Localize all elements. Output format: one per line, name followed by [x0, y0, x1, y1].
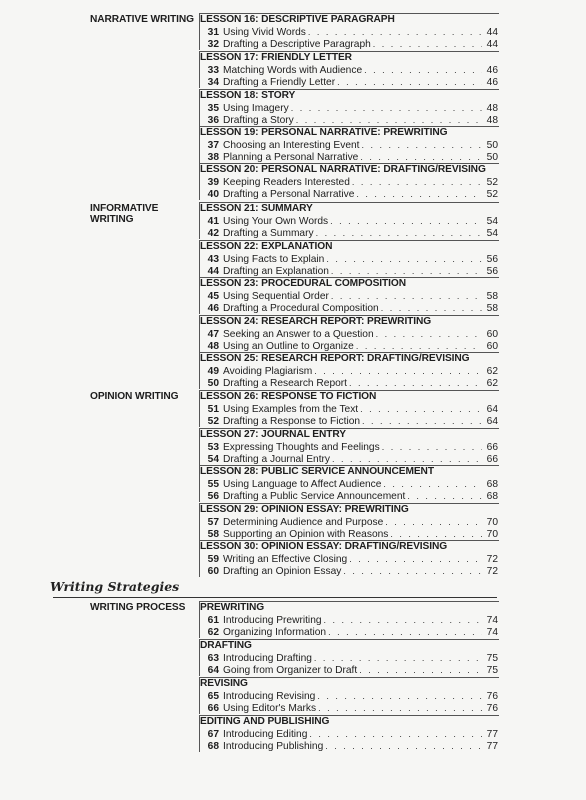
dot-leader	[356, 340, 482, 352]
entry-title: Going from Organizer to Draft	[223, 665, 358, 676]
entry-title: Drafting a Procedural Composition	[223, 303, 379, 314]
entry-page-number: 77	[486, 729, 498, 740]
entry-number: 32	[207, 39, 219, 50]
toc-entry[interactable]	[200, 215, 498, 227]
lesson-heading: LESSON 26: RESPONSE TO FICTION	[200, 391, 377, 402]
lesson-heading: DRAFTING	[200, 640, 252, 651]
entry-page-number: 75	[486, 653, 498, 664]
dot-leader	[407, 490, 482, 502]
toc-entry[interactable]	[200, 553, 498, 565]
toc-entry[interactable]	[200, 528, 498, 540]
dot-leader	[314, 652, 482, 664]
dot-leader	[331, 265, 482, 277]
entry-page-number: 46	[486, 65, 498, 76]
category-informative-writing: INFORMATIVE WRITING	[90, 203, 159, 225]
lesson-heading: LESSON 17: FRIENDLY LETTER	[200, 52, 352, 63]
lesson-heading: LESSON 20: PERSONAL NARRATIVE: DRAFTING/REVISING	[200, 164, 486, 175]
entry-title: Drafting a Summary	[223, 228, 314, 239]
entry-number: 49	[207, 366, 219, 377]
entry-number: 68	[207, 741, 219, 752]
toc-entry[interactable]	[200, 652, 498, 664]
entry-title: Using Facts to Explain	[223, 254, 325, 265]
dot-leader	[383, 478, 482, 490]
entry-number: 65	[207, 691, 219, 702]
lesson-top-rule	[199, 601, 499, 602]
lesson-top-rule	[199, 277, 499, 278]
toc-entry[interactable]	[200, 690, 498, 702]
entry-number: 40	[207, 189, 219, 200]
toc-entry[interactable]	[200, 64, 498, 76]
entry-number: 57	[207, 517, 219, 528]
entry-page-number: 54	[486, 228, 498, 239]
dot-leader	[332, 453, 482, 465]
lesson-heading: LESSON 19: PERSONAL NARRATIVE: PREWRITING	[200, 127, 448, 138]
entry-title: Drafting an Opinion Essay	[223, 566, 342, 577]
toc-entry[interactable]	[200, 441, 498, 453]
toc-entry[interactable]	[200, 415, 498, 427]
entry-number: 52	[207, 416, 219, 427]
dot-leader	[318, 702, 482, 714]
entry-page-number: 66	[486, 454, 498, 465]
entry-page-number: 62	[486, 366, 498, 377]
dot-leader	[376, 328, 482, 340]
entry-number: 39	[207, 177, 219, 188]
toc-entry[interactable]	[200, 490, 498, 502]
toc-entry[interactable]	[200, 265, 498, 277]
dot-leader	[291, 102, 482, 114]
toc-entry[interactable]	[200, 626, 498, 638]
toc-entry[interactable]	[200, 740, 498, 752]
entry-page-number: 77	[486, 741, 498, 752]
entry-page-number: 58	[486, 291, 498, 302]
lesson-top-rule	[199, 163, 499, 164]
toc-entry[interactable]	[200, 151, 498, 163]
entry-title: Matching Words with Audience	[223, 65, 363, 76]
entry-title: Expressing Thoughts and Feelings	[223, 442, 380, 453]
entry-page-number: 70	[486, 529, 498, 540]
lesson-top-rule	[199, 240, 499, 241]
dot-leader	[381, 302, 482, 314]
entry-number: 67	[207, 729, 219, 740]
lesson-top-rule	[199, 715, 499, 716]
lesson-top-rule	[199, 639, 499, 640]
entry-number: 53	[207, 442, 219, 453]
entry-title: Seeking an Answer to a Question	[223, 329, 374, 340]
lesson-heading: LESSON 16: DESCRIPTIVE PARAGRAPH	[200, 14, 395, 25]
category-writing-process: WRITING PROCESS	[90, 602, 186, 613]
entry-number: 46	[207, 303, 219, 314]
dot-leader	[359, 664, 482, 676]
dot-leader	[349, 553, 482, 565]
dot-leader	[314, 365, 482, 377]
entry-title: Introducing Editing	[223, 729, 308, 740]
entry-page-number: 76	[486, 691, 498, 702]
entry-title: Drafting a Personal Narrative	[223, 189, 355, 200]
dot-leader	[325, 740, 482, 752]
toc-entry[interactable]	[200, 565, 498, 577]
lesson-top-rule	[199, 390, 499, 391]
dot-leader	[328, 626, 482, 638]
entry-number: 37	[207, 140, 219, 151]
entry-page-number: 46	[486, 77, 498, 88]
dot-leader	[326, 253, 482, 265]
category-narrative-writing: NARRATIVE WRITING	[90, 14, 194, 25]
entry-page-number: 74	[486, 627, 498, 638]
entry-title: Using Your Own Words	[223, 216, 329, 227]
dot-leader	[352, 176, 482, 188]
entry-page-number: 58	[486, 303, 498, 314]
lesson-top-rule	[199, 352, 499, 353]
entry-title: Drafting a Research Report	[223, 378, 348, 389]
entry-page-number: 66	[486, 442, 498, 453]
entry-page-number: 54	[486, 216, 498, 227]
lesson-heading: LESSON 30: OPINION ESSAY: DRAFTING/REVISING	[200, 541, 448, 552]
dot-leader	[356, 188, 482, 200]
entry-number: 50	[207, 378, 219, 389]
entry-number: 35	[207, 103, 219, 114]
entry-title: Drafting a Journal Entry	[223, 454, 331, 465]
lesson-top-rule	[199, 13, 499, 14]
dot-leader	[343, 565, 482, 577]
entry-number: 51	[207, 404, 219, 415]
entry-page-number: 64	[486, 404, 498, 415]
lesson-heading: LESSON 22: EXPLANATION	[200, 241, 333, 252]
lesson-heading: PREWRITING	[200, 602, 265, 613]
entry-page-number: 60	[486, 329, 498, 340]
toc-entry[interactable]	[200, 702, 498, 714]
entry-title: Organizing Information	[223, 627, 327, 638]
toc-entry[interactable]	[200, 453, 498, 465]
entry-page-number: 52	[486, 189, 498, 200]
entry-page-number: 50	[486, 140, 498, 151]
lesson-top-rule	[199, 315, 499, 316]
entry-page-number: 44	[486, 39, 498, 50]
lesson-top-rule	[199, 51, 499, 52]
entry-number: 33	[207, 65, 219, 76]
entry-number: 43	[207, 254, 219, 265]
dot-leader	[385, 516, 482, 528]
dot-leader	[296, 114, 482, 126]
lesson-heading: LESSON 27: JOURNAL ENTRY	[200, 429, 346, 440]
entry-title: Drafting a Story	[223, 115, 294, 126]
dot-leader	[382, 441, 482, 453]
entry-number: 61	[207, 615, 219, 626]
toc-entry[interactable]	[200, 139, 498, 151]
entry-page-number: 75	[486, 665, 498, 676]
lesson-heading: LESSON 24: RESEARCH REPORT: PREWRITING	[200, 316, 432, 327]
entry-title: Introducing Prewriting	[223, 615, 322, 626]
entry-page-number: 48	[486, 115, 498, 126]
toc-entry[interactable]	[200, 365, 498, 377]
toc-entry[interactable]	[200, 403, 498, 415]
entry-title: Using Vivid Words	[223, 27, 306, 38]
entry-title: Determining Audience and Purpose	[223, 517, 384, 528]
entry-title: Introducing Revising	[223, 691, 316, 702]
toc-entry[interactable]	[200, 728, 498, 740]
dot-leader	[337, 76, 482, 88]
entry-title: Choosing an Interesting Event	[223, 140, 360, 151]
section-title-writing-strategies: Writing Strategies	[50, 579, 180, 594]
entry-page-number: 56	[486, 266, 498, 277]
entry-number: 44	[207, 266, 219, 277]
toc-entry[interactable]	[200, 176, 498, 188]
dot-leader	[373, 38, 482, 50]
toc-entry[interactable]	[200, 38, 498, 50]
entry-number: 54	[207, 454, 219, 465]
entry-number: 45	[207, 291, 219, 302]
toc-entry[interactable]	[200, 478, 498, 490]
toc-entry[interactable]	[200, 377, 498, 389]
lesson-heading: REVISING	[200, 678, 248, 689]
toc-entry[interactable]	[200, 340, 498, 352]
entry-number: 36	[207, 115, 219, 126]
entry-number: 59	[207, 554, 219, 565]
entry-page-number: 70	[486, 517, 498, 528]
category-opinion-writing: OPINION WRITING	[90, 391, 179, 402]
entry-number: 31	[207, 27, 219, 38]
dot-leader	[308, 26, 482, 38]
entry-title: Using Examples from the Text	[223, 404, 359, 415]
entry-number: 56	[207, 491, 219, 502]
entry-number: 41	[207, 216, 219, 227]
entry-title: Avoiding Plagiarism	[223, 366, 313, 377]
entry-title: Using Language to Affect Audience	[223, 479, 382, 490]
entry-page-number: 62	[486, 378, 498, 389]
entry-number: 60	[207, 566, 219, 577]
toc-entry[interactable]	[200, 253, 498, 265]
lesson-top-rule	[199, 503, 499, 504]
toc-entry[interactable]	[200, 114, 498, 126]
dot-leader	[362, 415, 482, 427]
entry-number: 34	[207, 77, 219, 88]
dot-leader	[360, 151, 482, 163]
toc-entry[interactable]	[200, 614, 498, 626]
entry-title: Introducing Drafting	[223, 653, 312, 664]
lesson-top-rule	[199, 540, 499, 541]
dot-leader	[360, 403, 482, 415]
lesson-heading: LESSON 28: PUBLIC SERVICE ANNOUNCEMENT	[200, 466, 434, 477]
entry-number: 58	[207, 529, 219, 540]
entry-page-number: 44	[486, 27, 498, 38]
entry-title: Drafting an Explanation	[223, 266, 329, 277]
dot-leader	[364, 64, 482, 76]
entry-page-number: 76	[486, 703, 498, 714]
entry-title: Supporting an Opinion with Reasons	[223, 529, 389, 540]
entry-title: Drafting a Friendly Letter	[223, 77, 336, 88]
entry-number: 48	[207, 341, 219, 352]
entry-title: Keeping Readers Interested	[223, 177, 350, 188]
entry-page-number: 74	[486, 615, 498, 626]
entry-number: 62	[207, 627, 219, 638]
entry-title: Drafting a Response to Fiction	[223, 416, 361, 427]
entry-number: 66	[207, 703, 219, 714]
dot-leader	[309, 728, 482, 740]
lesson-top-rule	[199, 126, 499, 127]
lesson-top-rule	[199, 89, 499, 90]
toc-entry[interactable]	[200, 328, 498, 340]
toc-entry[interactable]	[200, 188, 498, 200]
lesson-heading: LESSON 21: SUMMARY	[200, 203, 313, 214]
entry-page-number: 50	[486, 152, 498, 163]
dot-leader	[330, 215, 482, 227]
lesson-top-rule	[199, 677, 499, 678]
toc-entry[interactable]	[200, 227, 498, 239]
entry-page-number: 68	[486, 479, 498, 490]
dot-leader	[362, 139, 483, 151]
toc-entry[interactable]	[200, 76, 498, 88]
toc-entry[interactable]	[200, 26, 498, 38]
entry-page-number: 72	[486, 566, 498, 577]
lesson-heading: LESSON 29: OPINION ESSAY: PREWRITING	[200, 504, 409, 515]
entry-page-number: 60	[486, 341, 498, 352]
entry-number: 63	[207, 653, 219, 664]
entry-page-number: 52	[486, 177, 498, 188]
lesson-top-rule	[199, 465, 499, 466]
lesson-heading: LESSON 18: STORY	[200, 90, 296, 101]
entry-page-number: 56	[486, 254, 498, 265]
lesson-heading: LESSON 23: PROCEDURAL COMPOSITION	[200, 278, 406, 289]
entry-title: Using an Outline to Organize	[223, 341, 354, 352]
entry-page-number: 68	[486, 491, 498, 502]
entry-title: Using Editor's Marks	[223, 703, 317, 714]
entry-number: 64	[207, 665, 219, 676]
dot-leader	[316, 227, 482, 239]
lesson-heading: EDITING AND PUBLISHING	[200, 716, 330, 727]
entry-page-number: 48	[486, 103, 498, 114]
toc-entry[interactable]	[200, 302, 498, 314]
toc-entry[interactable]	[200, 664, 498, 676]
lesson-top-rule	[199, 202, 499, 203]
entry-title: Introducing Publishing	[223, 741, 324, 752]
toc-entry[interactable]	[200, 290, 498, 302]
dot-leader	[331, 290, 482, 302]
entry-title: Drafting a Descriptive Paragraph	[223, 39, 371, 50]
dot-leader	[324, 614, 482, 626]
entry-title: Using Imagery	[223, 103, 289, 114]
lesson-heading: LESSON 25: RESEARCH REPORT: DRAFTING/REVISING	[200, 353, 470, 364]
entry-number: 42	[207, 228, 219, 239]
dot-leader	[390, 528, 482, 540]
entry-title: Using Sequential Order	[223, 291, 329, 302]
dot-leader	[349, 377, 482, 389]
entry-title: Writing an Effective Closing	[223, 554, 348, 565]
entry-page-number: 72	[486, 554, 498, 565]
entry-number: 47	[207, 329, 219, 340]
lesson-top-rule	[199, 428, 499, 429]
entry-title: Planning a Personal Narrative	[223, 152, 359, 163]
dot-leader	[317, 690, 482, 702]
entry-title: Drafting a Public Service Announcement	[223, 491, 406, 502]
toc-entry[interactable]	[200, 102, 498, 114]
section-divider	[53, 597, 497, 598]
toc-entry[interactable]	[200, 516, 498, 528]
entry-page-number: 64	[486, 416, 498, 427]
entry-number: 38	[207, 152, 219, 163]
entry-number: 55	[207, 479, 219, 490]
